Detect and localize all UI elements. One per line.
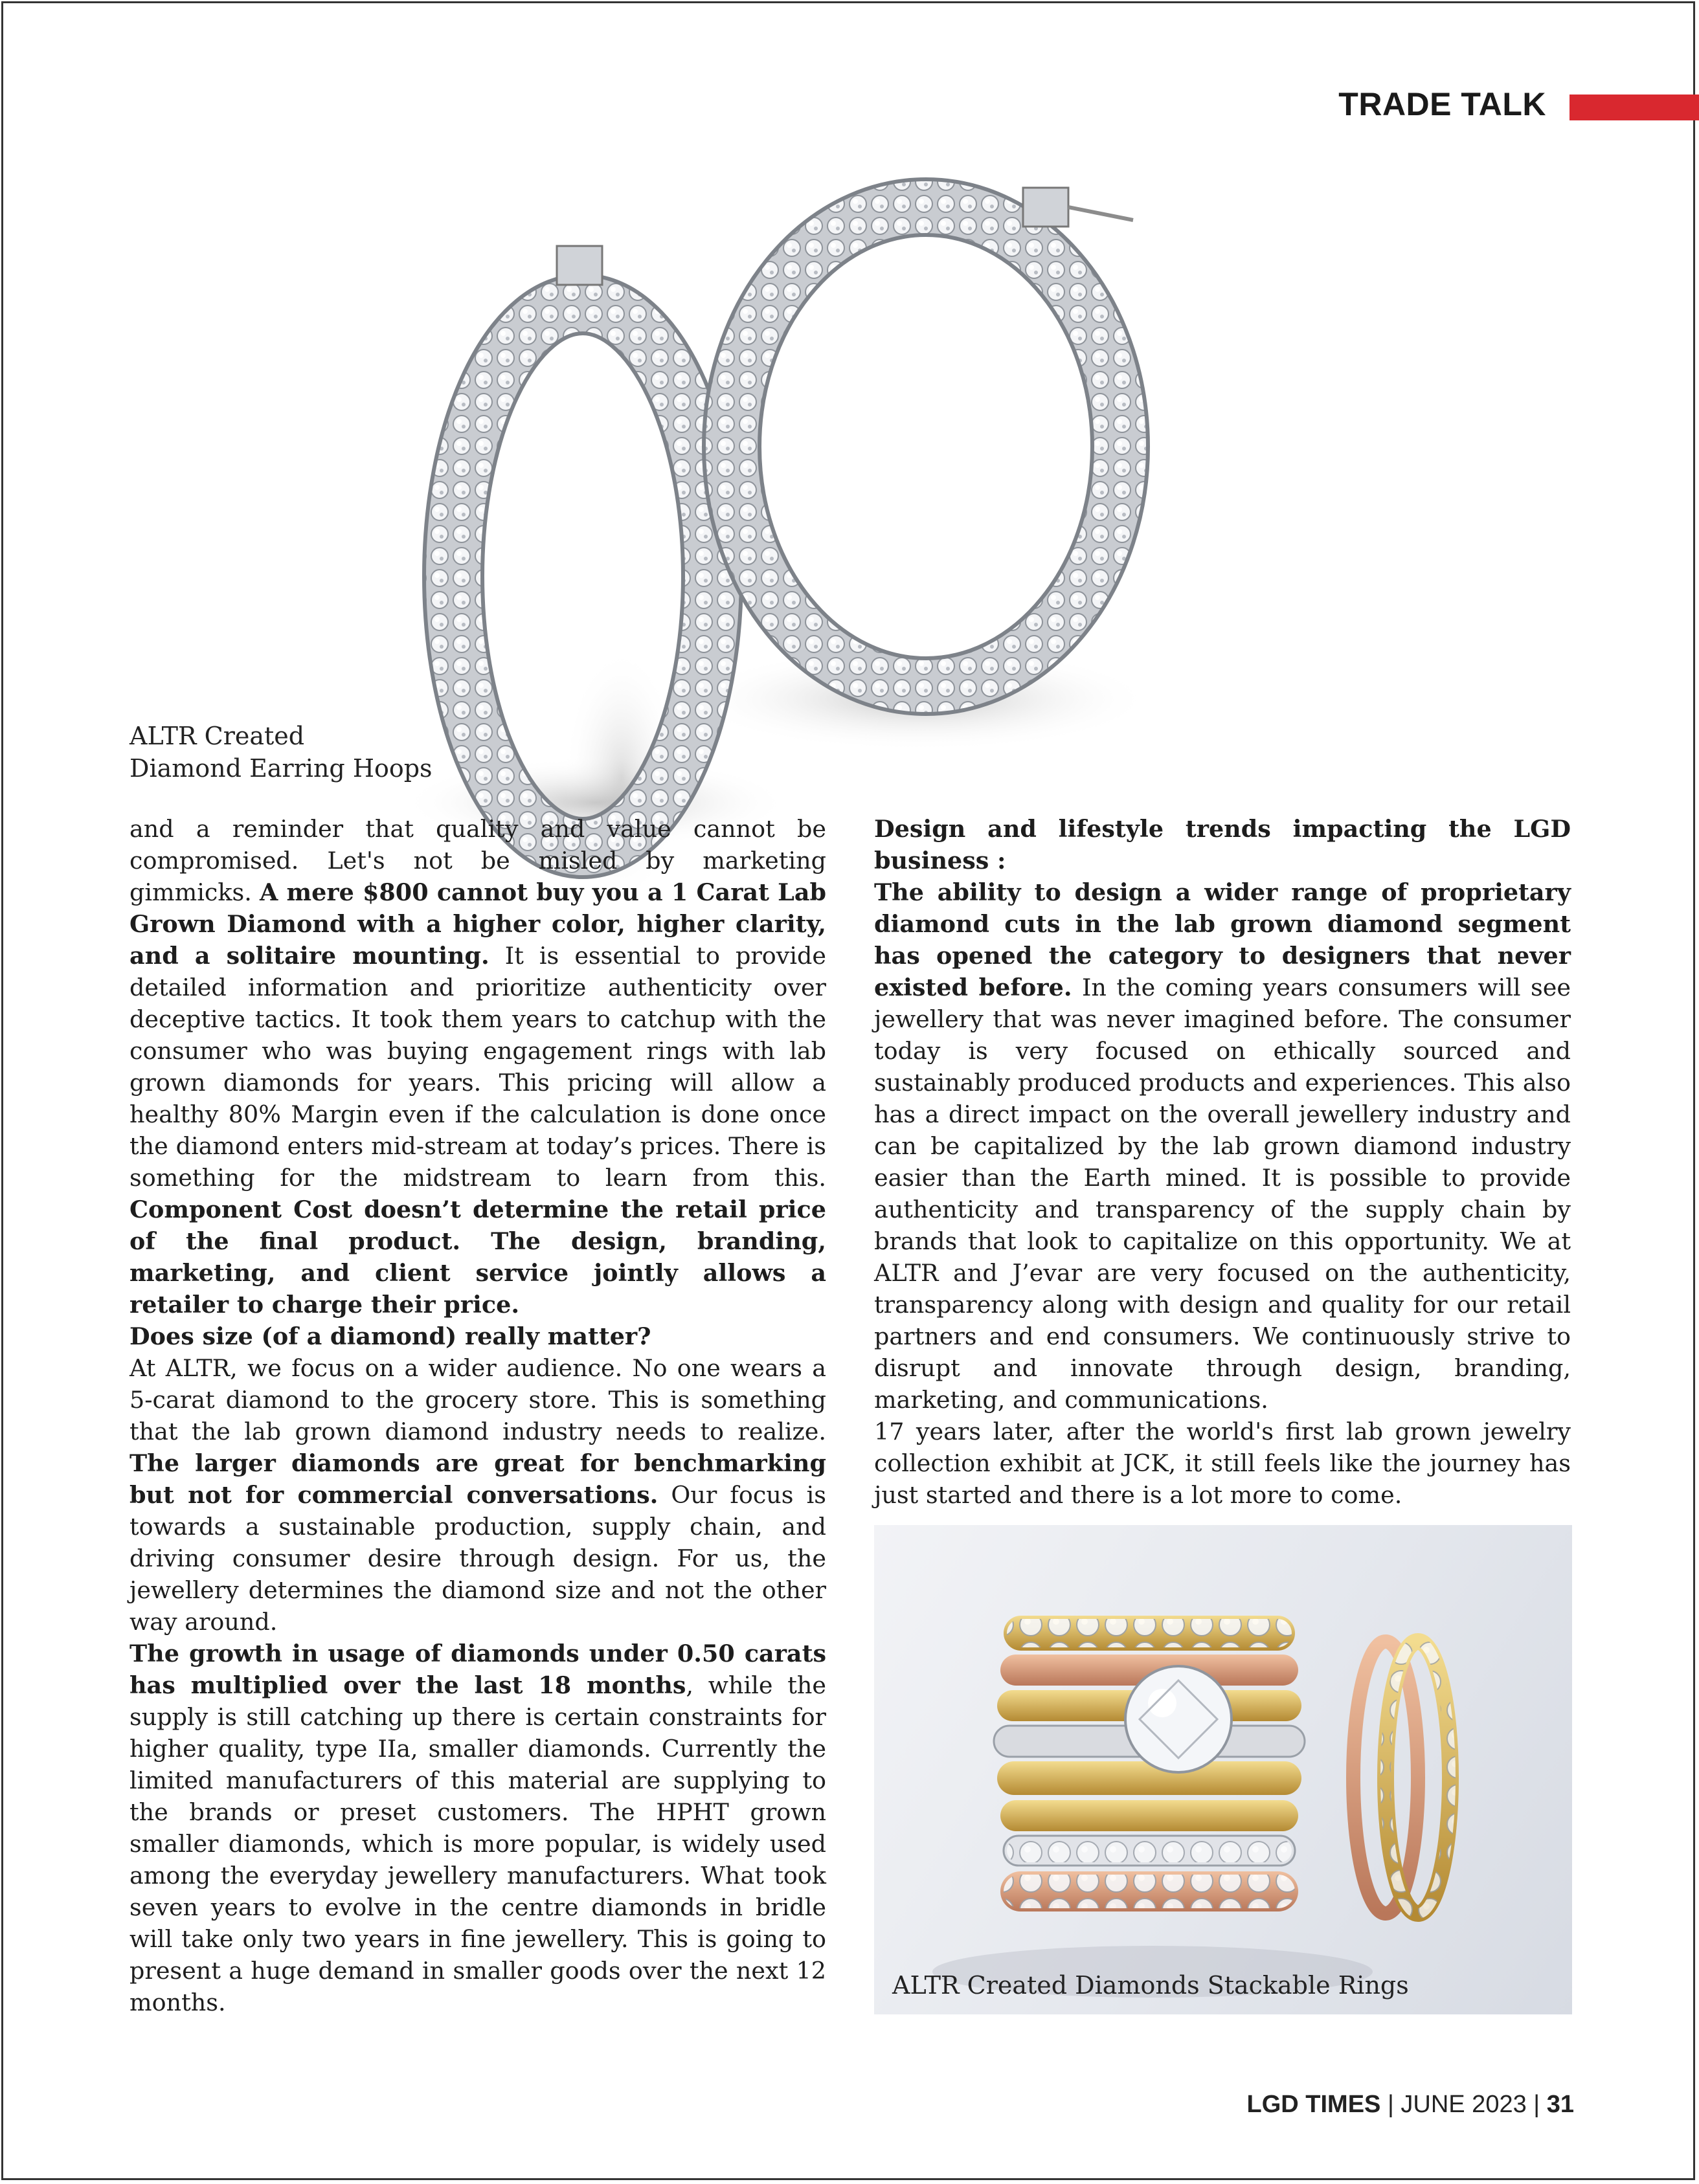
earrings-caption-line2: Diamond Earring Hoops bbox=[129, 754, 433, 783]
bold-text-run: The ability to design a wider range of proprietary diamond cuts in the lab grown diamond segment has opened the category to designers that never existed before. bbox=[874, 878, 1571, 1001]
bold-text-run: Component Cost doesn’t determine the retail price of the final product. The design, branding, marketing, and client service jointly allows a retailer to charge their price. bbox=[129, 1196, 826, 1319]
paragraph bbox=[874, 1416, 1571, 1511]
earrings-caption bbox=[129, 720, 492, 785]
footer-separator: | bbox=[1526, 2091, 1547, 2118]
page-footer bbox=[1247, 2091, 1575, 2119]
text-run: and a reminder that quality and value cannot be compromised. Let's not be misled by marketing gimmicks. bbox=[129, 815, 826, 906]
subheading-text: Design and lifestyle trends impacting the LGD business : bbox=[874, 815, 1571, 875]
publication-name: LGD TIMES bbox=[1246, 2091, 1381, 2118]
bold-text-run: The larger diamonds are great for benchmarking but not for commercial conversations. bbox=[129, 1449, 826, 1509]
text-run: 17 years later, after the world's first lab grown jewelry collection exhibit at JCK, it still feels like the journey has just started and there is a lot more to come. bbox=[874, 1418, 1571, 1509]
footer-separator: | bbox=[1380, 2091, 1401, 2118]
rings-illustration bbox=[874, 1525, 1572, 2014]
text-run: , while the supply is still catching up there is certain constraints for higher quality, type IIa, smaller diamonds. Currently the limited manufacturers of this material are supplying to the brands or preset customers. The HPHT grown smaller diamonds, which is more popular, is widely used among the everyday jewellery manufacturers. What took seven years to evolve in the centre diamonds in bridle will take only two years in fine jewellery. This is going to present a huge demand in smaller goods over the next 12 months. bbox=[129, 1671, 826, 2016]
paragraph bbox=[129, 1638, 826, 2018]
bold-text-run: The growth in usage of diamonds under 0.50 carats has multiplied over the last 18 months bbox=[129, 1640, 826, 1699]
text-run: Our focus is towards a sustainable production, supply chain, and driving consumer desire through design. For us, the jewellery determines the diamond size and not the other way around. bbox=[129, 1481, 826, 1636]
article-left-column bbox=[129, 813, 826, 2018]
article-right-column bbox=[874, 813, 1571, 1511]
paragraph bbox=[874, 876, 1571, 1416]
text-run: At ALTR, we focus on a wider audience. No one wears a 5-carat diamond to the grocery store. This is something that the lab grown diamond industry needs to realize. bbox=[129, 1354, 826, 1445]
page-number: 31 bbox=[1546, 2091, 1574, 2118]
section-accent-bar bbox=[1570, 95, 1699, 120]
paragraph bbox=[129, 813, 826, 1320]
text-run: In the coming years consumers will see jewellery that was never imagined before. The consumer today is very focused on ethically sourced and sustainably produced products and experiences. This also has a direct impact on the overall jewellery industry and can be capitalized by the lab grown diamond industry easier than the Earth mined. It is possible to provide authenticity and transparency of the supply chain by brands that look to capitalize on this opportunity. We at ALTR and J’evar are very focused on the authenticity, transparency along with design and quality for our retail partners and end consumers. We continuously strive to disrupt and innovate through design, branding, marketing, and communications. bbox=[874, 974, 1571, 1414]
rings-caption: ALTR Created Diamonds Stackable Rings bbox=[892, 1971, 1409, 2000]
section-title: TRADE TALK bbox=[1338, 86, 1546, 122]
stackable-rings-photo bbox=[874, 1525, 1572, 2014]
solitaire-diamond bbox=[1125, 1666, 1232, 1772]
bold-text-run: A mere $800 cannot buy you a 1 Carat Lab Grown Diamond with a higher color, higher clarity, and a solitaire mounting. bbox=[129, 878, 826, 970]
side-rings bbox=[1353, 1642, 1450, 1913]
subheading bbox=[874, 813, 1571, 876]
subheading-text: Does size (of a diamond) really matter? bbox=[129, 1322, 651, 1350]
issue-date: JUNE 2023 bbox=[1401, 2091, 1527, 2118]
earrings-caption-line1: ALTR Created bbox=[129, 722, 305, 750]
text-run: It is essential to provide detailed information and prioritize authenticity over deceptive tactics. It took them years to catchup with the consumer who was buying engagement rings with lab grown diamonds for years. This pricing will allow a healthy 80% Margin even if the calculation is done once the diamond enters mid-stream at today’s prices. There is something for the midstream to learn from this. bbox=[129, 942, 827, 1192]
subheading bbox=[129, 1320, 826, 1352]
paragraph bbox=[129, 1352, 826, 1638]
